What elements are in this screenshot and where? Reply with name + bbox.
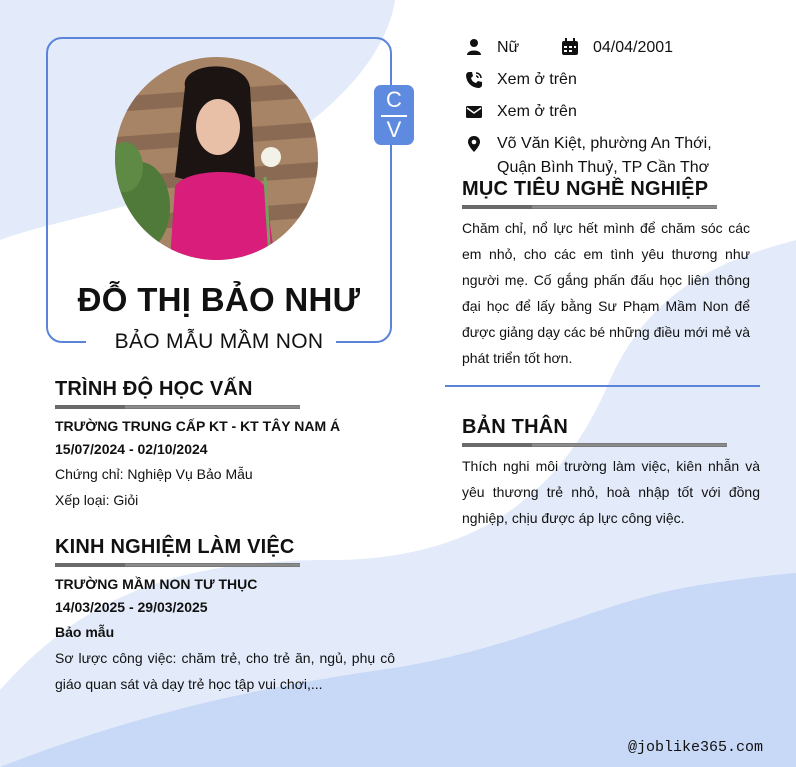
phone-text: Xem ở trên [497,71,577,88]
experience-underline [55,563,300,567]
about-line: nghiệp, chịu được áp lực công việc. [462,510,685,526]
calendar-icon [561,38,579,56]
location-pin-icon [465,135,483,153]
experience-line: Sơ lược công việc: chăm trẻ, cho trẻ ăn, ngủ, phụ cô [55,650,395,666]
mail-icon [465,103,483,121]
experience-company: TRƯỜNG MẦM NON TƯ THỤC [55,576,258,592]
email-text: Xem ở trên [497,103,577,120]
avatar [115,57,318,260]
education-period: 15/07/2024 - 02/10/2024 [55,441,208,457]
objective-line: người mẹ. Cố gắng phấn đấu học liên thông [462,272,750,288]
cv-badge [374,85,414,145]
full-name: ĐỖ THỊ BẢO NHƯ [77,281,361,318]
education-grade: Xếp loại: Giỏi [55,492,139,508]
objective-line: em nhỏ, cho các em tình yêu thương như [462,246,750,262]
objective-line: được giảng dạy các bé những điều mới mẻ và [462,324,750,340]
cv-badge-v: V [386,117,402,142]
objective-line: Chăm chỉ, nổ lực hết mình để chăm sóc các [462,220,750,236]
person-icon [465,38,483,56]
experience-position: Bảo mẫu [55,624,115,640]
about-line: yêu thương trẻ nhỏ, hoà nhập tốt với đồng [462,484,760,500]
education-school: TRƯỜNG TRUNG CẤP KT - KT TÂY NAM Á [55,418,341,434]
phone-icon [465,71,483,89]
footer-handle: @joblike365.com [628,739,764,756]
about-underline [462,443,727,447]
job-role: BẢO MẪU MẦM NON [114,330,324,353]
address-line-1: Võ Văn Kiệt, phường An Thới, [497,135,712,152]
birthday-text: 04/04/2001 [593,39,674,56]
objective-underline [462,205,717,209]
about-line: Thích nghi môi trường làm việc, kiên nhẫn và [462,458,760,474]
experience-title: KINH NGHIỆM LÀM VIỆC [55,536,295,558]
gender-text: Nữ [497,39,520,56]
experience-description [55,645,395,697]
cv-badge-c: C [386,87,402,112]
about-title: BẢN THÂN [462,416,569,438]
objective-title: MỤC TIÊU NGHỀ NGHIỆP [462,178,709,200]
education-title: TRÌNH ĐỘ HỌC VẤN [55,378,253,400]
objective-paragraph [462,215,750,371]
education-certificate: Chứng chỉ: Nghiệp Vụ Bảo Mẫu [55,466,253,482]
experience-period: 14/03/2025 - 29/03/2025 [55,599,208,615]
address-line-2: Quận Bình Thuỷ, TP Cần Thơ [497,159,710,176]
education-underline [55,405,300,409]
experience-line: giáo quan sát và dạy trẻ học tập vui chơi,... [55,676,323,692]
objective-line: đại học để lấy bằng Sư Phạm Mầm Non để [462,298,750,314]
objective-line: phát triển tốt hơn. [462,350,573,366]
about-paragraph [462,453,760,531]
section-divider [445,385,760,387]
